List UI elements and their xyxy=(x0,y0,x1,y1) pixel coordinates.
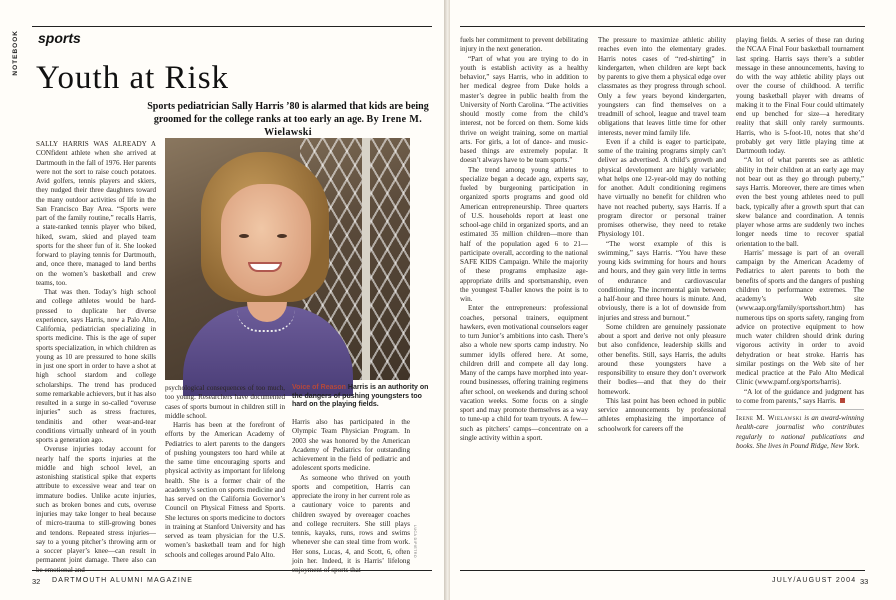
paragraph: “Part of what you are trying to do in youth is establish activity as a healthy behavior,” says Harris, who in addition to her medical degree from Duke holds a master’s degree in public health from the University of North Carolina. “The activities should mostly come from the child’s interest, not be forced on them. Some kids thrive on weight training, some on martial arts. For girls, a lot of dance- and music-based things are extremely popular. It doesn’t always have to be team sports.” xyxy=(460,54,588,165)
article-column-6 xyxy=(736,36,864,566)
photo-credit: LUCA DIPIETRO xyxy=(413,525,417,559)
article-column-4 xyxy=(460,36,588,566)
right-page xyxy=(450,0,896,600)
paragraph xyxy=(736,388,864,407)
paragraph: That was then. Today’s high school and college athletes would be hard-pressed to duplicate her diverse experience, says Harris, now a Palo Alto, California, pediatrician specializing in sports medicine. This is the age of super sports specialization, in which children as young as 10 are pressured to hone skills in just one sport in order to have a shot at high school stardom and college scholarships. The trend has produced some remarkable achievers, but it has also resulted in a surge in so-called “overuse injuries” such as stress fractures, tendinitis and other wear-and-tear conditions virtually unheard of in youth sports a generation ago. xyxy=(36,288,156,444)
paragraph: “The worst example of this is swimming,” says Harris. “You have these young kids swimming for hours and hours and hours, and they gain very little in terms of endurance and cardiovascular conditioning. The incremental gain between a half-hour and three hours is minute. And, obviously, there is a lot of downside from injuries and stress and burnout.” xyxy=(598,239,726,322)
portrait-photo xyxy=(165,138,410,380)
paragraph: psychological consequences of too much, too young. Researchers have documented cases of sports burnout in children still in middle school. xyxy=(165,384,285,420)
caption-body: Harris is an authority on the dangers of pushing youngsters too hard on the playing fields. xyxy=(292,384,429,408)
magazine-title: DARTMOUTH ALUMNI MAGAZINE xyxy=(52,577,194,584)
caption-lead: Voice of Reason xyxy=(292,384,346,391)
paragraph: Some children are genuinely passionate about a sport and derive not only pleasure but also confidence, leadership skills and other benefits. Still, says Harris, the adults around these youngsters have a responsibility to ensure they don’t overwork their bodies—and that they do their homework. xyxy=(598,322,726,396)
bottom-rule xyxy=(460,570,865,571)
paragraph: playing fields. A series of these ran during the NCAA Final Four basketball tournament last spring. Harris says there’s a subtler message in these announcements, having to do with the way athletic ability plays out over the course of childhood. A terrific young basketball player with dreams of making it to the Final Four could ultimately end up benched for size—a hereditary reality that skill only rarely surmounts. Harris, who is 5-foot-10, notes that she’d probably get very little playing time at Dartmouth today. xyxy=(736,36,864,155)
byline: By Irene M. Wielawski xyxy=(264,114,423,138)
paragraph: Harris also has participated in the Olympic Team Physician Program. In 2003 she was honored by the American Academy of Pediatrics for outstanding achievement in the field of pediatric and adolescent sports medicine. xyxy=(292,418,410,473)
top-rule xyxy=(460,26,865,27)
paragraph: Enter the entrepreneurs: professional coaches, personal trainers, equipment hawkers, even motivational counselors eager to turn Junior’s ambitions into cash. There’s also a whole new sports camp industry. No summer idylls offered here. At some, children drill and compete all day long. Many of the camps have morphed into year-round businesses, offering training regimens after school, on weekends and during school vacation weeks. Some focus on a single sport and may promote themselves as a way to tune-up a child for team tryouts. A few—such as pitchers’ camps—concentrate on a single activity within a sport. xyxy=(460,304,588,442)
issue-date: JULY/AUGUST 2004 xyxy=(772,577,857,584)
bottom-rule xyxy=(32,570,432,571)
author-bio-text: is an award-winning health-care journalist who contributes regularly to national publications and books. She lives in Pound Ridge, New York. xyxy=(736,414,864,450)
paragraph: Overuse injuries today account for nearly half the sports injuries at the middle and high school level, an astonishing statistical spike that experts attribute to excessive wear and tear on immature bodies. Unlike acute injuries, such as broken bones and cuts, overuse injuries may take longer to heal because of micro-trauma to still-growing bones and tendons. Repeated stress injuries—say to a young pitcher’s throwing arm or a soccer player’s knee—can result in permanent joint damage. There also can be emotional and xyxy=(36,445,156,574)
article-column-2 xyxy=(165,384,285,566)
paragraph: As someone who thrived on youth sports and competition, Harris can appreciate the irony in her current role as a cautionary voice to parents and children swayed by overeager coaches and college recruiters. She still plays tennis, kayaks, runs, rows and swims whenever she can steal time from work. Her sons, Lucas, 4, and Scott, 6, often join her. Indeed, it is Harris’ lifelong enjoyment of sports that xyxy=(292,473,410,574)
headline: Youth at Risk xyxy=(36,60,230,96)
article-column-3 xyxy=(292,418,410,574)
section-label: sports xyxy=(38,30,81,46)
net-pole xyxy=(362,138,370,380)
deck-text: Sports pediatrician Sally Harris ’80 is alarmed that kids are being groomed for the college ranks at too early an age. xyxy=(147,101,429,125)
author-name: Irene M. Wielawski xyxy=(736,414,802,422)
notebook-label: NOTEBOOK xyxy=(12,30,19,76)
article-column-1 xyxy=(36,140,156,574)
paragraph: Even if a child is eager to participate, some of the training programs simply can’t deliver as advertised. A child’s growth and physical development are highly variable; what helps one 12-year-old may do nothing for another. Adult conditioning regimens have virtually no benefit for children who have not reached puberty, says Harris. If a program director or personal trainer promises otherwise, they need to retake Physiology 101. xyxy=(598,137,726,239)
left-page xyxy=(0,0,444,600)
top-rule xyxy=(32,26,432,27)
article-column-5 xyxy=(598,36,726,566)
page-number-right: 33 xyxy=(860,577,869,586)
paragraph: “A lot of what parents see as athletic ability in their children at an early age may not bear out as they go through puberty,” says Harris. Moreover, there are times when even the best young athletes need to pull back, typically after a growth spurt that can skew balance and coordination. A tennis player whose arms are suddenly two inches longer needs time to recover spatial orientation to the ball. xyxy=(736,156,864,248)
paragraph: fuels her commitment to prevent debilitating injury in the next generation. xyxy=(460,36,588,54)
paragraph: The pressure to maximize athletic ability reaches even into the elementary grades. Harris notes cases of “red-shirting” in kindergarten, when children are kept back by parents to give them a physical edge over classmates as they progress through school. Only a few years beyond kindergarten, youngsters can find themselves on a treadmill of school, league and travel team obligations that leaves little time for other interests, never mind family life. xyxy=(598,36,726,137)
paragraph: This last point has been echoed in public service announcements by professional athletes emphasizing the importance of schoolwork for careers off the xyxy=(598,396,726,433)
paragraph: Harris’ message is part of an overall campaign by the American Academy of Pediatrics to alert parents to both the benefits of sports and the dangers of pushing children to performance extremes. The academy’s Web site (www.aap.org/family/sportsshort.htm) has numerous tips on sports safety, ranging from advice on protective equipment to how much water children should drink during vigorous activity in order to avoid dehydration or heat stroke. Harris has similar postings on the Web site of her medical practice at the Palo Alto Medical Clinic (www.pamf.org/sports/harris). xyxy=(736,248,864,387)
closing-quote: “A lot of the guidance and judgment has to come from parents,” says Harris. xyxy=(736,387,864,405)
paragraph: SALLY HARRIS WAS ALREADY A CONfident athlete when she arrived at Dartmouth in the fall of 1976. Her parents were not the sort to raise couch potatoes. Avid golfers, tennis players and skiers, they nudged their three daughters toward the many outdoor activities of life in the San Francisco Bay Area. “Sports were part of the family routine,” recalls Harris, a state-ranked tennis player who biked, hiked, swam, skied and played team sports for the sheer fun of it. She looked forward to playing tennis for Dartmouth, and, once there, managed to land berths on the women’s basketball and crew teams, too. xyxy=(36,140,156,287)
page-number-left: 32 xyxy=(32,577,41,586)
photo-caption xyxy=(292,384,438,410)
paragraph: Harris has been at the forefront of efforts by the American Academy of Pediatrics to alert parents to the dangers of pushing youngsters too hard while at the same time encouraging sports and physical activity as important for lifelong health. She is a former chair of the academy’s section on sports medicine and has served on the California Governor’s Council on Physical Fitness and Sports. She lectures on sports medicine to doctors in training at Stanford University and has served as team physician for the U.S. women’s basketball team and for high schools and colleges around Palo Alto. xyxy=(165,421,285,559)
deck xyxy=(143,100,433,139)
paragraph: The trend among young athletes to specialize began a decade ago, experts say, fueled by burgeoning participation in organized sports programs and good old American entrepreneurship. Three quarters of U.S. households report at least one school-age child in organized sports, and an estimated 35 million children—more than half of the population aged 6 to 21—participate overall, according to the national SAFE KIDS Campaign. While the majority of these programs emphasize age-appropriate drills and sportsmanship, even the youngest T-baller knows the point is to win. xyxy=(460,165,588,303)
author-bio xyxy=(736,409,864,451)
end-mark xyxy=(840,398,845,403)
